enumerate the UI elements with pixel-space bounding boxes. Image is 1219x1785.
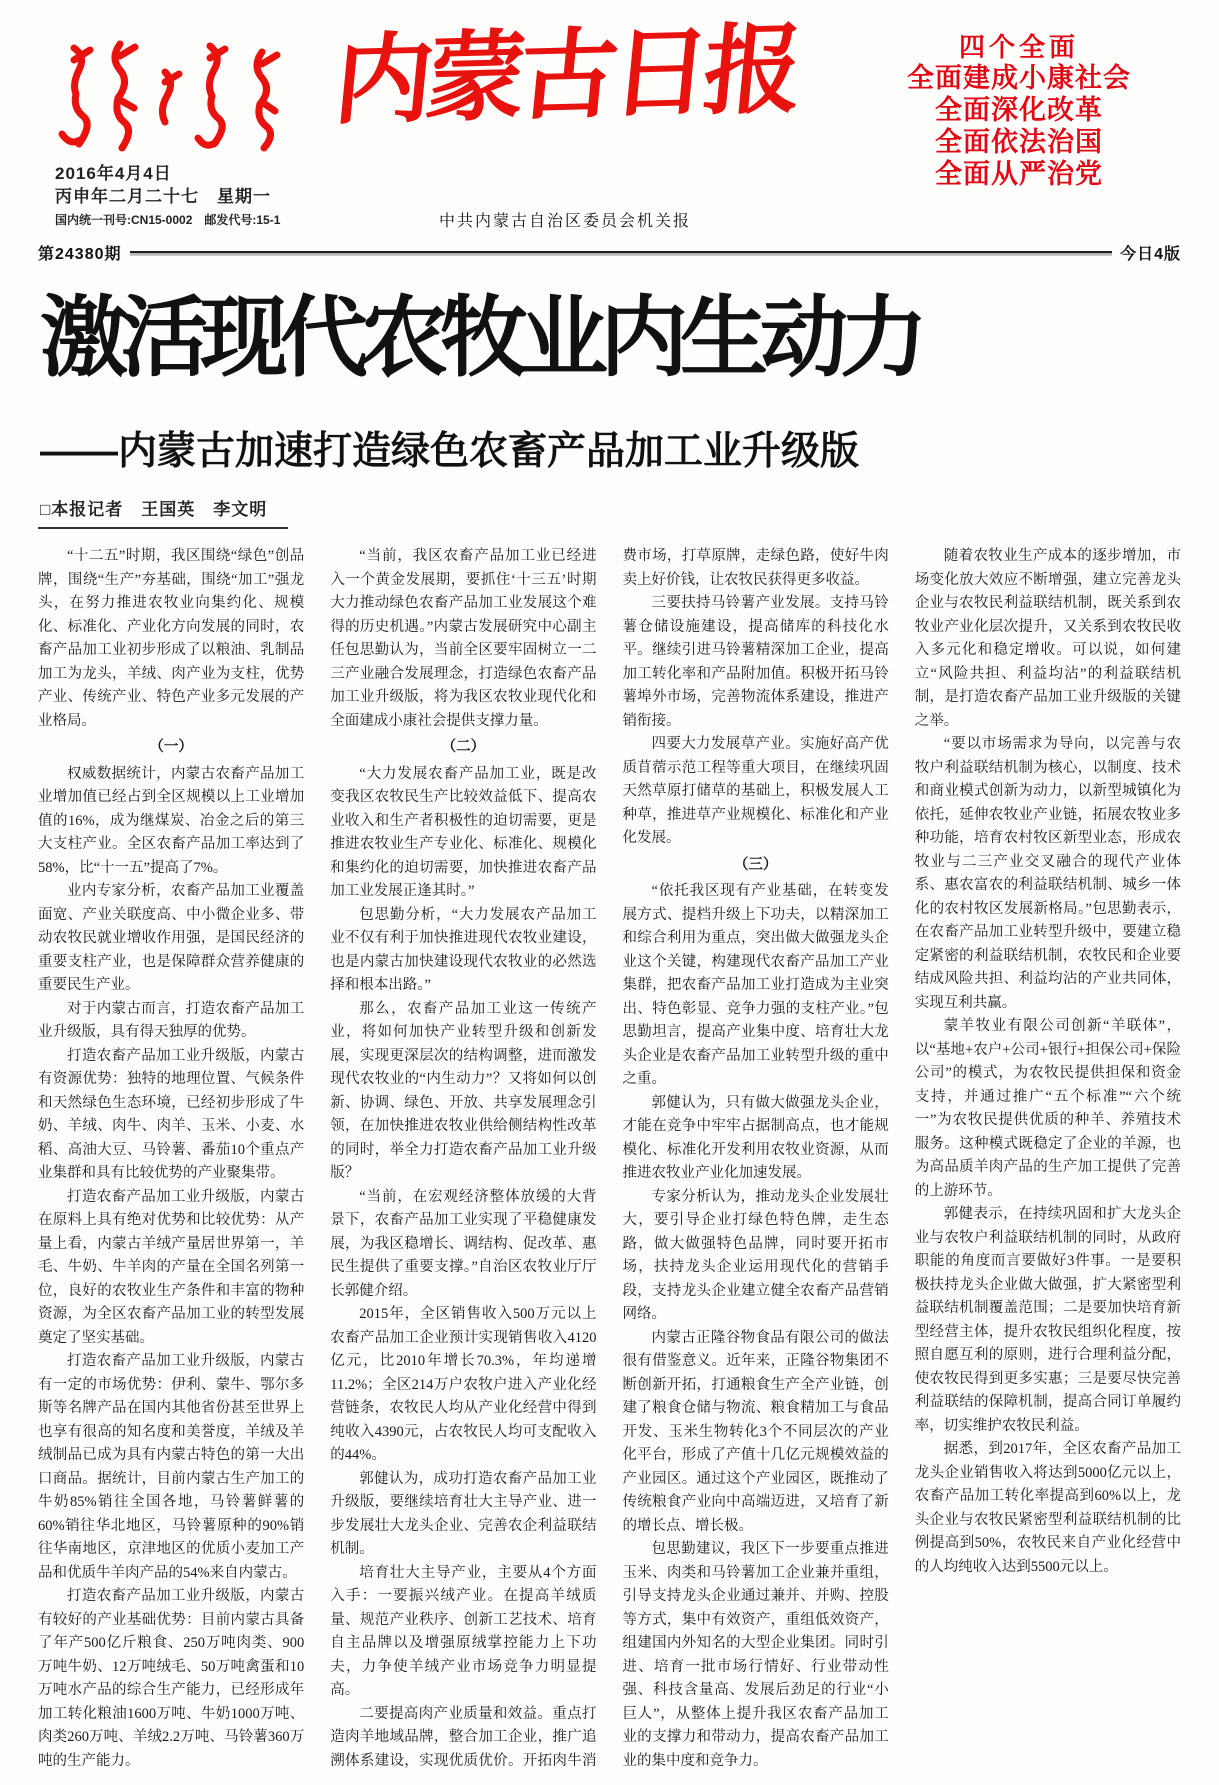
article-paragraph: 打造农畜产品加工业升级版，内蒙古有一定的市场优势：伊利、蒙牛、鄂尔多斯等名牌产品在国内其他省份甚至世界上也享有很高的知名度和美誉度，羊绒及羊绒制品已成为具有内蒙古特色的第一大出口商品。据统计，目前内蒙古生产加工的牛奶85%销往全国各地，马铃薯鲜薯的60%销往华北地区，马铃薯原种的90%销往华南地区，京津地区的优质小麦加工产品和优质牛羊肉产品的54%来自内蒙古。: [38, 1353, 305, 1581]
section-marker: （三）: [733, 856, 778, 873]
section-marker: （一）: [149, 739, 193, 755]
mongolian-script-icon: [52, 38, 302, 156]
article-paragraph: 四要大力发展草产业。实施好高产优质苜蓿示范工程等重大项目，在继续巩固天然草原打储草的基础上，积极发展人工种草，推进草产业规模化、标准化和产业化发展。: [622, 736, 889, 846]
publication-codes: 国内统一刊号:CN15-0002 邮发代号:15-1: [55, 213, 281, 227]
slogans-block: [849, 32, 1189, 190]
section-marker: （二）: [441, 739, 486, 755]
article-paragraph: 打造农畜产品加工业升级版，内蒙古有较好的产业基础优势：目前内蒙古具备了年产500亿斤粮食、250万吨肉类、900万吨牛奶、12万吨绒毛、50万吨禽蛋和10万吨水产品的综合生产能力，已经形成年加工转化粮油1600万吨、牛奶1000万吨、肉类260万吨、羊绒2.2万吨、马铃薯360万吨的生产能力。: [38, 1588, 305, 1769]
article-paragraph: 蒙羊牧业有限公司创新“羊联体”，以“基地+农户+公司+银行+担保公司+保险公司”的模式，为农牧民提供担保和资金支持，并通过推广“五个标准”“六个统一”为农牧民提供优质的种羊、养殖技术服务。这种模式既稳定了企业的羊源，也为高品质羊肉产品的生产加工提供了完善的上游环节。: [914, 1018, 1181, 1199]
article-paragraph: 三要扶持马铃薯产业发展。支持马铃薯仓储设施建设，提高储库的科技化水平。继续引进马铃薯精深加工企业，提高加工转化率和产品附加值。积极开拓马铃薯埠外市场，完善物流体系建设，推进产销衔接。: [622, 595, 889, 729]
article-paragraph: 郭健表示，在持续巩固和扩大龙头企业与农牧户利益联结机制的同时，从政府职能的角度而言要做好3件事。一是要积极扶持龙头企业做大做强，扩大紧密型利益联结机制覆盖范围；二是要加快培育新型经营主体，提升农牧民组织化程度，按照自愿互利的原则，进行合理利益分配，使农牧民得到更多实惠；三是要尽快完善利益联结的保障机制，提高合同订单履约率，切实维护农牧民利益。: [914, 1206, 1181, 1434]
article-paragraph: 包思勤建议，我区下一步要重点推进玉米、肉类和马铃薯加工企业兼并重组，引导支持龙头企业通过兼并、并购、控股等方式，集中有效资产，重组低效资产，组建国内外知名的大型企业集团。同时引进、培育一批市场行情好、行业带动性强、科技含量高、发展后劲足的行业“小巨人”，从整体上提升我区农畜产品加工业的支撑力和带动力，提高农畜产品加工业的集中度和竞争力。: [622, 1541, 889, 1769]
date-block: [55, 162, 280, 230]
slogan-line: 全面从严治党: [935, 159, 1103, 189]
slogan-line: 全面依法治国: [935, 127, 1103, 157]
article-paragraph: 打造农畜产品加工业升级版，内蒙古有资源优势：独特的地理位置、气候条件和天然绿色生态环境，已经初步形成了牛奶、羊绒、肉牛、肉羊、玉米、小麦、水稻、高油大豆、马铃薯、番茄10个重点产业集群和具有比较优势的产业聚集带。: [38, 1047, 305, 1181]
byline: □本报记者 王国英 李文明: [40, 500, 268, 519]
article-paragraph: “十二五”时期，我区围绕“绿色”创品牌，围绕“生产”夯基础，围绕“加工”强龙头，在努力推进农牧业向集约化、规模化、标准化、产业化方向发展的同时，农畜产品加工业初步形成了以粮油、乳制品加工为龙头，羊绒、肉产业为支柱，优势产业、传统产业、特色产业多元发展的产业格局。: [38, 548, 305, 729]
issue-divider-bar: [130, 251, 1113, 256]
article-paragraph: 郭健认为，只有做大做强龙头企业，才能在竞争中牢牢占据制高点，也才能规模化、标准化开发利用农牧业资源，从而推进农牧业产业化加速发展。: [622, 1094, 889, 1181]
edition-count: 今日4版: [1120, 246, 1181, 263]
article-paragraph: “依托我区现有产业基础，在转变发展方式、提档升级上下功夫，以精深加工和综合利用为重点，突出做大做强龙头企业这个关键，构建现代农畜产品加工产业集群，把农畜产品加工业打造成为主业突出、特色彰显、竞争力强的支柱产业。”包思勤坦言，提高产业集中度、培育壮大龙头企业是农畜产品加工业转型升级的重中之重。: [622, 883, 889, 1087]
article-paragraph: 内蒙古正隆谷物食品有限公司的做法很有借鉴意义。近年来，正隆谷物集团不断创新开拓，打通粮食生产全产业链，创建了粮食仓储与物流、粮食精加工与食品开发、玉米生物转化3个不同层次的产业化平台，形成了产值十几亿元规模效益的产业园区。通过这个产业园区，既推动了传统粮食产业向中高端迈进，又培育了新的增长点、增长极。: [622, 1329, 889, 1534]
slogan-line: 全面建成小康社会: [907, 63, 1131, 93]
article-paragraph: 那么，农畜产品加工业这一传统产业，将如何加快产业转型升级和创新发展，实现更深层次的结构调整，进而激发现代农牧业的“内生动力”？又将如何以创新、协调、绿色、开放、共享发展理念引领，在加快推进农牧业供给侧结构性改革的同时，举全力打造农畜产品加工业升级版？: [330, 1000, 597, 1181]
issue-row: [38, 241, 1181, 264]
article-paragraph: 专家分析认为，推动龙头企业发展壮大，要引导企业打绿色特色牌，走生态路，做大做强特色品牌，同时要开拓市场，扶持龙头企业运用现代化的营销手段，支持龙头企业建立健全农畜产品营销网络。: [622, 1188, 889, 1322]
article-paragraph: 业内专家分析，农畜产品加工业覆盖面宽、产业关联度高、中小微企业多、带动农牧民就业增收作用强，是国民经济的重要支柱产业，也是保障群众营养健康的重要民生产业。: [38, 883, 305, 993]
article-paragraph: 随着农牧业生产成本的逐步增加，市场变化放大效应不断增强，建立完善龙头企业与农牧民利益联结机制，既关系到农牧业产业化层次提升，又关系到农牧民收入多元化和稳定增收。可以说，如何建立“风险共担、利益均沾”的利益联结机制，是打造农畜产品加工业升级版的关键之举。: [914, 548, 1181, 729]
article-paragraph: 包思勤分析，“大力发展农产品加工业不仅有利于加快推进现代农牧业建设，也是内蒙古加快建设现代农牧业的必然选择和根本出路。”: [330, 906, 597, 993]
article-paragraph: “当前，我区农畜产品加工业已经进入一个黄金发展期，要抓住‘十三五’时期大力推动绿色农畜产品加工业发展这个难得的历史机遇。”内蒙古发展研究中心副主任包思勤认为，当前全区要牢固树立一二三产业融合发展理念，打造绿色农畜产品加工业升级版，将为我区农牧业现代化和全面建成小康社会提供支撑力量。: [330, 548, 597, 729]
article-paragraph: 据悉，到2017年，全区农畜产品加工龙头企业销售收入将达到5000亿元以上，农畜产品加工转化率提高到60%以上，龙头企业与农牧民紧密型利益联结机制的比例提高到50%，农牧民来自产业化经营中的人均纯收入达到5500元以上。: [914, 1441, 1181, 1575]
slogan-line: 全面深化改革: [935, 95, 1103, 125]
main-headline: 激活现代农牧业内生动力: [40, 288, 921, 387]
issue-number: 第24380期: [38, 246, 122, 263]
article-paragraph: “大力发展农畜产品加工业，既是改变我区农牧民生产比较效益低下、提高农业收入和生产者积极性的迫切需要，更是推进农牧业生产专业化、标准化、规模化和集约化的迫切需要，加快推进农畜产品加工业发展正逢其时。”: [330, 765, 597, 899]
byline-rule: [38, 527, 288, 529]
article-paragraph: “要以市场需求为导向，以完善与农牧户利益联结机制为核心，以制度、技术和商业模式创新为动力，以新型城镇化为依托，延伸农牧业产业链，拓展农牧业多种功能，培育农村牧区新型业态，形成农牧业与二三产业交叉融合的现代产业体系、惠农富农的利益联结机制、城乡一体化的农村牧区发展新格局。”包思勤表示，在农畜产品加工业转型升级中，要建立稳定紧密的利益联结机制，农牧民和企业要结成风险共担、利益均沾的产业共同体，实现互利共赢。: [914, 736, 1181, 1011]
article-paragraph: 打造农畜产品加工业升级版，内蒙古在原料上具有绝对优势和比较优势：从产量上看，内蒙古羊绒产量居世界第一，羊毛、牛奶、牛羊肉的产量在全国名列第一位，良好的农牧业生产条件和丰富的物种资源，为全区农畜产品加工业的转型发展奠定了坚实基础。: [38, 1188, 305, 1346]
mongolian-script-logo: [52, 38, 302, 161]
article-paragraph: “当前，在宏观经济整体放缓的大背景下，农畜产品加工业实现了平稳健康发展，为我区稳增长、调结构、促改革、惠民生提供了重要支撑。”自治区农牧业厅厅长郭健介绍。: [330, 1188, 597, 1299]
organ-line: 中共内蒙古自治区委员会机关报: [438, 213, 691, 230]
article-paragraph: 权威数据统计，内蒙古农畜产品加工业增加值已经占到全区规模以上工业增加值的16%，成为继煤炭、冶金之后的第三大支柱产业。全区农畜产品加工率达到了58%，比“十一五”提高了7%。: [38, 765, 305, 876]
article-paragraph: 2015年，全区销售收入500万元以上农畜产品加工企业预计实现销售收入4120亿元，比2010年增长70.3%，年均递增11.2%；全区214万户农牧户进入产业化经营链条，农牧民人均从产业化经营中得到纯收入4390元，占农牧民人均可支配收入的44%。: [330, 1306, 597, 1463]
newspaper-title: 内蒙古日报: [329, 16, 802, 138]
article-paragraph: 郭健认为，成功打造农畜产品加工业升级版，要继续培育壮大主导产业、进一步发展壮大龙头企业、完善农企利益联结机制。: [330, 1470, 597, 1557]
article-paragraph: 二要提高肉产业质量和效益。重点打造肉羊地域品牌，整合加工企业，推广追溯体系建设，实现优质优价。开拓肉牛消费市场，打草原牌，走绿色路，使好牛肉卖上好价钱，让农牧民获得更多收益。: [330, 548, 889, 1769]
date-lunar-weekday: 丙申年二月二十七 星期一: [55, 187, 271, 206]
article-columns: [38, 545, 1181, 1783]
slogans-title: 四个全面: [958, 32, 1079, 62]
article-paragraph: 对于内蒙古而言，打造农畜产品加工业升级版，具有得天独厚的优势。: [38, 1000, 305, 1040]
article-paragraph: 培育壮大主导产业，主要从4个方面入手：一要振兴绒产业。在提高羊绒质量、规范产业秩序、创新工艺技术、培育自主品牌以及增强原绒掌控能力上下功夫，力争使羊绒产业市场竞争力明显提高。: [330, 1564, 597, 1698]
sub-headline: ——内蒙古加速打造绿色农畜产品加工业升级版: [40, 430, 860, 473]
date-gregorian: 2016年4月4日: [55, 164, 172, 183]
